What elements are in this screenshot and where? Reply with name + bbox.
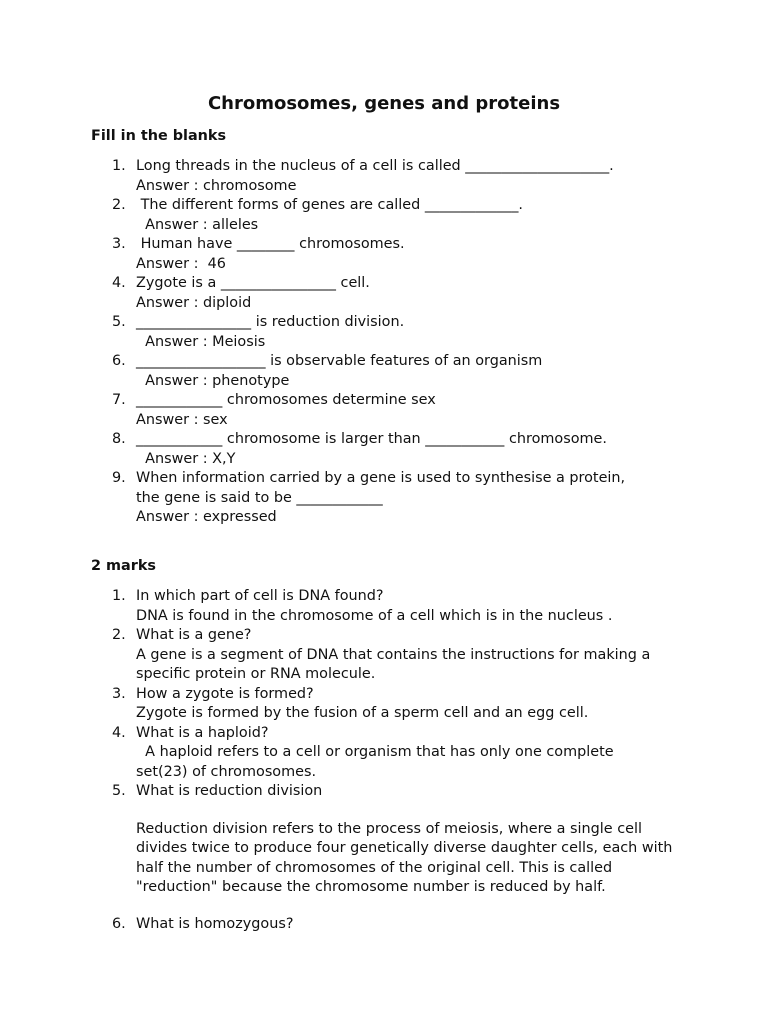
- item-number: 1.: [112, 588, 126, 604]
- item-number: 9.: [112, 470, 126, 486]
- list-item: [0, 469, 768, 528]
- list-item: [0, 313, 768, 352]
- item-number: 3.: [112, 685, 126, 702]
- question-text: Long threads in the nucleus of a cell is called ____________________.: [136, 158, 614, 174]
- list-item: [0, 391, 768, 430]
- section-heading-fill-blanks: Fill in the blanks: [91, 128, 227, 144]
- item-number: 6.: [112, 353, 126, 369]
- answer-text: A haploid refers to a cell or organism that has only one complete set(23) of chromosomes.: [136, 744, 619, 780]
- answer-text: Answer : sex: [136, 411, 228, 428]
- item-number: 4.: [112, 724, 126, 741]
- question-text: When information carried by a gene is used to synthesise a protein,: [136, 470, 626, 486]
- question-text: ________________ is reduction division.: [136, 314, 405, 330]
- item-number: 6.: [112, 915, 126, 932]
- item-number: 7.: [112, 392, 126, 408]
- answer-text: Answer : Meiosis: [136, 333, 266, 350]
- answer-text: Answer : expressed: [136, 509, 277, 525]
- item-number: 5.: [112, 314, 126, 330]
- item-number: 2.: [112, 627, 126, 643]
- answer-text: DNA is found in the chromosome of a cell which is in the nucleus .: [136, 607, 613, 624]
- list-item: [0, 430, 768, 469]
- answer-text: Answer : X,Y: [136, 450, 236, 467]
- question-text: Zygote is a ________________ cell.: [136, 275, 370, 291]
- question-text: What is a haploid?: [136, 724, 269, 741]
- list-item: [0, 685, 768, 724]
- list-item: [0, 235, 768, 274]
- answer-text: Answer : alleles: [136, 216, 259, 233]
- item-number: 1.: [112, 158, 126, 174]
- item-number: 3.: [112, 236, 126, 252]
- question-text: __________________ is observable features of an organism: [136, 353, 543, 369]
- question-text: Human have ________ chromosomes.: [136, 236, 405, 252]
- list-item: [0, 915, 768, 935]
- two-marks-list: [0, 587, 768, 934]
- question-text: What is homozygous?: [136, 915, 294, 932]
- answer-text: Answer : phenotype: [136, 372, 290, 389]
- list-item: [0, 626, 768, 685]
- list-item: [0, 352, 768, 391]
- question-text: In which part of cell is DNA found?: [136, 588, 384, 604]
- answer-text: Answer : 46: [136, 255, 226, 272]
- question-text: How a zygote is formed?: [136, 685, 314, 702]
- list-item: [0, 587, 768, 626]
- answer-text: Zygote is formed by the fusion of a sperm cell and an egg cell.: [136, 705, 589, 721]
- list-item: [0, 724, 768, 783]
- question-text: The different forms of genes are called _____________.: [136, 197, 523, 213]
- list-item: [0, 782, 768, 898]
- item-number: 8.: [112, 431, 126, 447]
- answer-text: A gene is a segment of DNA that contains the instructions for making a specific protein or RNA molecule.: [136, 646, 651, 682]
- fill-blanks-list: [0, 157, 768, 528]
- item-number: 5.: [112, 783, 126, 799]
- answer-text: Answer : chromosome: [136, 177, 297, 194]
- question-text: ____________ chromosomes determine sex: [136, 392, 436, 408]
- answer-text: Answer : diploid: [136, 294, 252, 311]
- answer-text: Reduction division refers to the process of meiosis, where a single cell divides twice to produce four genetically diverse daughter cells, each with half the number of chromosomes of the original cell. This is called "reduction" because the chromosome number is reduced by half.: [136, 820, 673, 895]
- list-item: [0, 274, 768, 313]
- list-item: [0, 196, 768, 235]
- section-heading-two-marks: 2 marks: [91, 558, 156, 574]
- item-number: 2.: [112, 197, 126, 213]
- question-text: What is reduction division: [136, 783, 323, 799]
- question-text: ____________ chromosome is larger than ___________ chromosome.: [136, 431, 607, 447]
- question-text: What is a gene?: [136, 627, 252, 643]
- list-item: [0, 157, 768, 196]
- question-text-continued: the gene is said to be ____________: [136, 489, 383, 506]
- item-number: 4.: [112, 275, 126, 291]
- page-title: Chromosomes, genes and proteins: [207, 93, 561, 114]
